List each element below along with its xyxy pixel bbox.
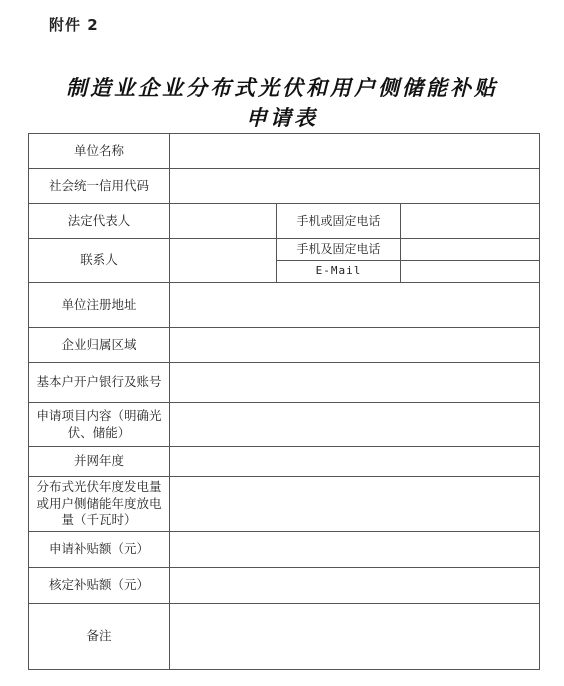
row-annual-generation	[29, 477, 540, 532]
registered-address-label: 单位注册地址	[29, 283, 170, 328]
contact-phone-label: 手机及固定电话	[277, 239, 401, 261]
row-legal-rep	[29, 204, 540, 239]
annual-generation-field[interactable]	[170, 477, 540, 532]
grid-year-field[interactable]	[170, 447, 540, 477]
subsidy-requested-field[interactable]	[170, 532, 540, 568]
subsidy-approved-label: 核定补贴额（元）	[29, 568, 170, 604]
bank-account-field[interactable]	[170, 363, 540, 403]
application-form-table	[28, 133, 540, 670]
row-bank-account	[29, 363, 540, 403]
contact-label: 联系人	[29, 239, 170, 283]
form-title-line2: 申请表	[246, 105, 318, 130]
row-unit-name	[29, 134, 540, 169]
credit-code-label: 社会统一信用代码	[29, 169, 170, 204]
row-subsidy-approved	[29, 568, 540, 604]
subsidy-approved-field[interactable]	[170, 568, 540, 604]
unit-name-field[interactable]	[170, 134, 540, 169]
contact-email-label: E-Mail	[277, 261, 401, 283]
row-region	[29, 328, 540, 363]
contact-field[interactable]	[170, 239, 277, 283]
project-content-field[interactable]	[170, 403, 540, 447]
legal-rep-label: 法定代表人	[29, 204, 170, 239]
registered-address-field[interactable]	[170, 283, 540, 328]
row-grid-year	[29, 447, 540, 477]
contact-phone-field[interactable]	[401, 239, 540, 261]
region-label: 企业归属区域	[29, 328, 170, 363]
row-contact-phone	[29, 239, 540, 261]
subsidy-requested-label: 申请补贴额（元）	[29, 532, 170, 568]
credit-code-field[interactable]	[170, 169, 540, 204]
row-credit-code	[29, 169, 540, 204]
row-remarks	[29, 604, 540, 670]
unit-name-label: 单位名称	[29, 134, 170, 169]
bank-account-label: 基本户开户银行及账号	[29, 363, 170, 403]
row-project-content	[29, 403, 540, 447]
project-content-label: 申请项目内容（明确光伏、储能）	[29, 403, 170, 447]
row-registered-address	[29, 283, 540, 328]
annual-generation-label: 分布式光伏年度发电量或用户侧储能年度放电量（千瓦时）	[29, 477, 170, 532]
legal-rep-phone-label: 手机或固定电话	[277, 204, 401, 239]
legal-rep-phone-field[interactable]	[401, 204, 540, 239]
row-subsidy-requested	[29, 532, 540, 568]
attachment-label: 附件 2	[49, 16, 99, 34]
contact-email-field[interactable]	[401, 261, 540, 283]
remarks-label: 备注	[29, 604, 170, 670]
legal-rep-field[interactable]	[170, 204, 277, 239]
region-field[interactable]	[170, 328, 540, 363]
remarks-field[interactable]	[170, 604, 540, 670]
form-title-line1: 制造业企业分布式光伏和用户侧储能补贴	[66, 75, 498, 100]
grid-year-label: 并网年度	[29, 447, 170, 477]
